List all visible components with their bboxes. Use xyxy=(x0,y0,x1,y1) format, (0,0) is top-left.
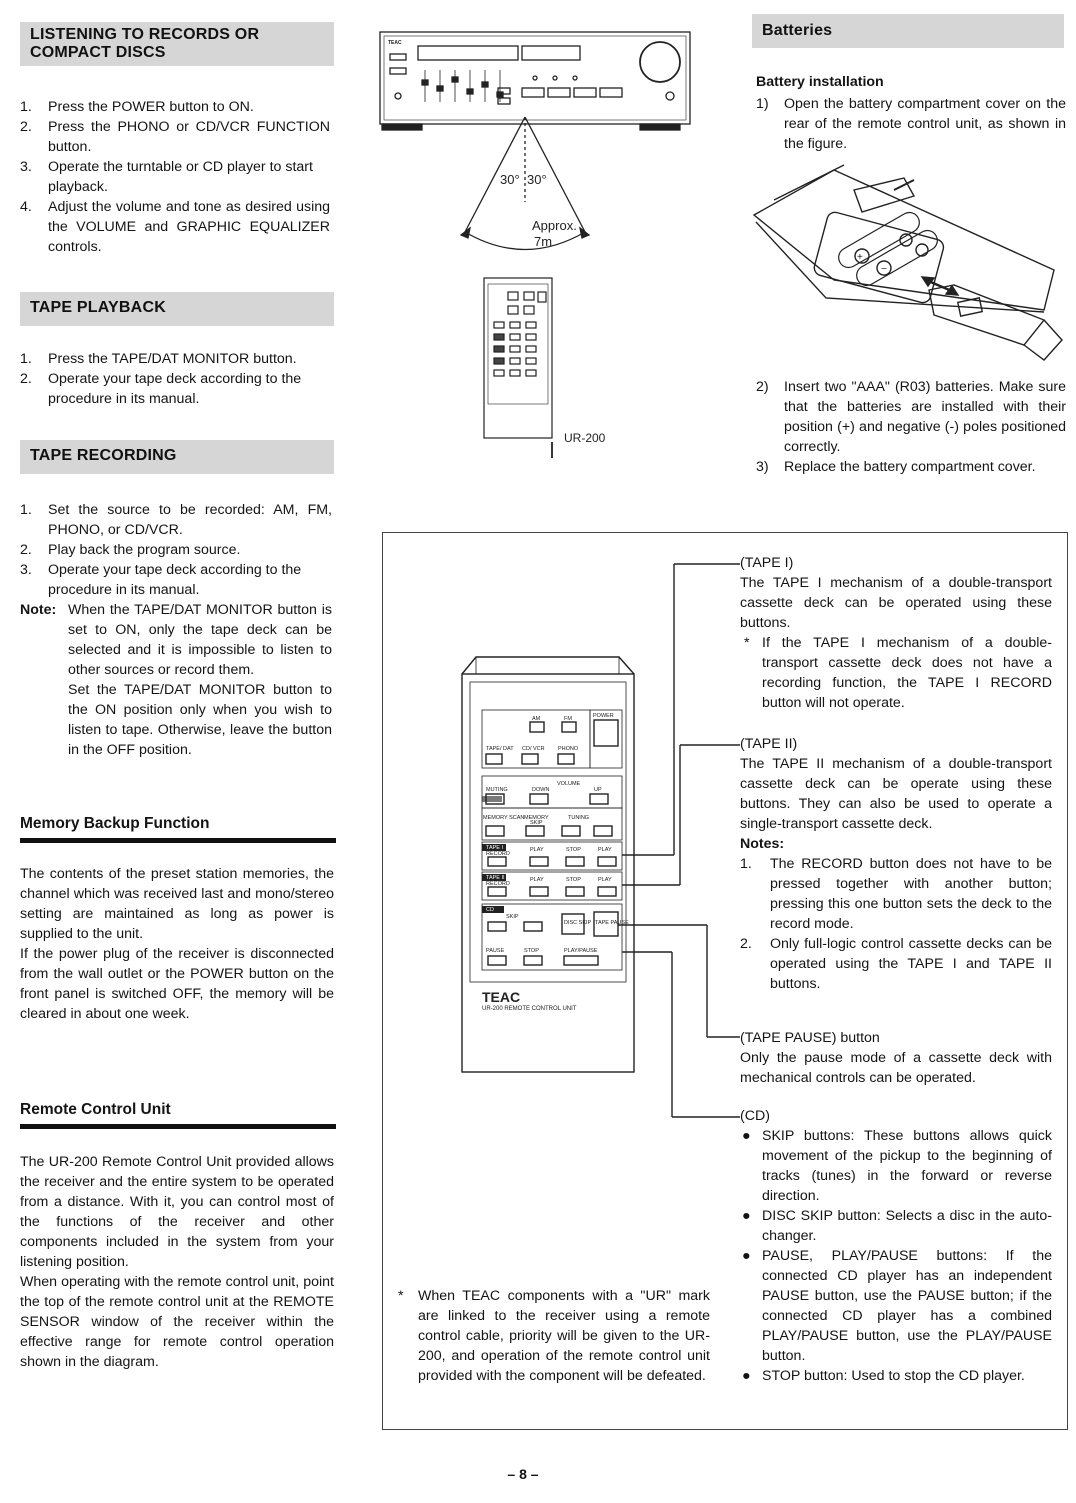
muting-label: MUTING xyxy=(486,787,508,793)
tape1-label: TAPE I xyxy=(486,845,504,851)
play-fwd-label-2: PLAY xyxy=(598,877,612,883)
play-pause-label: PLAY/PAUSE xyxy=(564,948,598,954)
memory-backup-title: Memory Backup Function xyxy=(20,815,210,832)
list-item: 2. Operate your tape deck according to the procedure in its manual. xyxy=(20,371,302,407)
remote-paragraph-2: When operating with the remote control unit, point the top of the remote control unit at the REMOTE SENSOR window of the receiver within the effective range for remote control operation shown in the diagram. xyxy=(20,1274,334,1370)
tape-pause-annotation xyxy=(740,1028,1052,1088)
record-label-2: RECORD xyxy=(486,881,510,887)
list-item: 3. Operate your tape deck according to the procedure in its manual. xyxy=(20,562,302,598)
remote-footnote xyxy=(398,1286,710,1386)
list-item: 1. Press the TAPE/DAT MONITOR button. xyxy=(20,351,297,367)
tape-playback-title: TAPE PLAYBACK xyxy=(30,299,166,316)
batteries-header xyxy=(752,14,1064,48)
list-item: 3. Operate the turntable or CD player to start playback. xyxy=(20,159,313,195)
skip-label: SKIP xyxy=(506,914,519,920)
list-item: 1. Press the POWER button to ON. xyxy=(20,99,254,115)
memory-backup-text xyxy=(20,864,334,1024)
list-item: 1. Set the source to be recorded: AM, FM, PHONO, or CD/VCR. xyxy=(20,502,332,538)
battery-steps-2 xyxy=(756,377,1066,477)
note-label: Note: xyxy=(20,602,57,618)
remote-unit-rule xyxy=(20,1124,336,1129)
tape2-annotation xyxy=(740,734,1052,994)
angle-left-label: 30° xyxy=(500,172,520,187)
play-label-1: PLAY xyxy=(530,847,544,853)
stop-label-2: STOP xyxy=(566,877,581,883)
tape-recording-steps xyxy=(20,500,332,600)
battery-installation-title: Battery installation xyxy=(756,74,884,90)
list-item: 2. Play back the program source. xyxy=(20,542,241,558)
pause-label: PAUSE xyxy=(486,948,505,954)
tape-dat-label: TAPE/ DAT xyxy=(486,746,514,752)
stop-label-1: STOP xyxy=(566,847,581,853)
note-paragraph-1: When the TAPE/DAT MONITOR button is set to ON, only the tape deck can be selected and it is impossible to listen to other sources or record them. xyxy=(68,602,332,678)
phono-label: PHONO xyxy=(558,746,579,752)
footnote-mark: * xyxy=(398,1288,404,1304)
volume-label: VOLUME xyxy=(557,781,581,787)
list-item: 4. Adjust the volume and tone as desired using the VOLUME and GRAPHIC EQUALIZER controls. xyxy=(20,199,330,255)
listening-title-line1: LISTENING TO RECORDS OR xyxy=(30,26,260,43)
remote-paragraph-1: The UR-200 Remote Control Unit provided allows the receiver and the entire system to be operated from a distance. With it, you can control most of the functions of the receiver and other components included in the system from your listening position. xyxy=(20,1154,334,1270)
tape2-heading: (TAPE II) xyxy=(740,736,798,752)
list-item: 2) Insert two "AAA" (R03) batteries. Make sure that the batteries are installed with their position (+) and negative (-) poles positioned correctly. xyxy=(756,379,1066,455)
angle-right-label: 30° xyxy=(527,172,547,187)
remote-model-label: UR-200 xyxy=(564,431,606,445)
disc-skip-label: DISC SKIP xyxy=(564,920,592,926)
down-label: DOWN xyxy=(532,787,550,793)
list-item: 3) Replace the battery compartment cover. xyxy=(756,459,1036,475)
cd-bullet-4: ● STOP button: Used to stop the CD player. xyxy=(742,1368,1025,1384)
up-label: UP xyxy=(594,787,602,793)
remote-model-text: UR-200 REMOTE CONTROL UNIT xyxy=(482,1006,577,1012)
page-number: – 8 – xyxy=(507,1466,539,1482)
tape1-text: The TAPE I mechanism of a double-transport cassette deck can be operated using these buttons. xyxy=(740,575,1052,631)
remote-unit-title: Remote Control Unit xyxy=(20,1101,171,1118)
note-paragraph-2: Set the TAPE/DAT MONITOR button to the ON position only when you wish to listen to tape. Otherwise, leave the button in the OFF position. xyxy=(68,682,332,758)
tape-recording-title: TAPE RECORDING xyxy=(30,447,177,464)
tape2-note-1: 1. The RECORD button does not have to be pressed together with another button; pressing this one button sets the deck to the record mode. xyxy=(740,856,1052,932)
notes-label: Notes: xyxy=(740,836,785,852)
distance-label-line2: 7m xyxy=(534,234,553,249)
tape-playback-header xyxy=(20,292,334,326)
tuning-label: TUNING xyxy=(568,815,590,821)
listening-title-line2: COMPACT DISCS xyxy=(30,44,166,61)
stop-label-cd: STOP xyxy=(524,948,539,954)
play-label-2: PLAY xyxy=(530,877,544,883)
cd-bullet-2: ● DISC SKIP button: Selects a disc in the auto-changer. xyxy=(742,1208,1052,1244)
tape-playback-steps xyxy=(20,349,330,409)
memory-label: MEMORY xyxy=(524,815,549,821)
tape-pause-text: Only the pause mode of a cassette deck with mechanical controls can be operated. xyxy=(740,1050,1052,1086)
cd-annotation xyxy=(740,1106,1052,1386)
list-item: 2. Press the PHONO or CD/VCR FUNCTION button. xyxy=(20,119,330,155)
memory-paragraph-1: The contents of the preset station memories, the channel which was received last and mono/stereo setting are maintained as long as power is supplied to the unit. xyxy=(20,866,334,942)
cd-bullet-1: ● SKIP buttons: These buttons allows quick movement of the pickup to the beginning of tracks (tunes) in the forward or reverse direction. xyxy=(742,1128,1052,1204)
battery-compartment-illustration xyxy=(744,160,1069,370)
play-fwd-label-1: PLAY xyxy=(598,847,612,853)
remote-range-diagram xyxy=(370,22,700,462)
batteries-title: Batteries xyxy=(762,22,833,39)
list-item: 1) Open the battery compartment cover on the rear of the remote control unit, as shown in the figure. xyxy=(756,96,1066,152)
distance-label-line1: Approx. xyxy=(532,218,577,233)
remote-brand-logo: TEAC xyxy=(482,989,521,1005)
tape1-annotation xyxy=(740,553,1052,713)
remote-unit-text xyxy=(20,1152,334,1372)
memory-backup-rule xyxy=(20,838,336,843)
cd-heading: (CD) xyxy=(740,1108,770,1124)
tape2-note-2: 2. Only full-logic control cassette decks can be operated using the TAPE I and TAPE II buttons. xyxy=(740,936,1052,992)
minus-pole-icon: − xyxy=(881,264,887,275)
power-label: POWER xyxy=(593,713,614,719)
record-label-1: RECORD xyxy=(486,851,510,857)
tape-pause-label: TAPE PAUSE xyxy=(595,920,629,926)
listening-header xyxy=(20,22,334,66)
plus-pole-icon: + xyxy=(857,252,863,263)
battery-steps-1 xyxy=(756,94,1066,154)
cd-vcr-label: CD/ VCR xyxy=(522,746,545,752)
receiver-illustration xyxy=(380,32,690,130)
tape2-label: TAPE II xyxy=(486,875,505,881)
memory-scan-label: MEMORY SCAN xyxy=(483,815,525,821)
tape-recording-header xyxy=(20,440,334,474)
small-remote-illustration xyxy=(484,278,552,458)
cd-bullet-3: ● PAUSE, PLAY/PAUSE buttons: If the connected CD player has an independent PAUSE button, use the PAUSE button; if the connected CD player has a combined PLAY/PAUSE button, use the PLAY/PAUSE button. xyxy=(742,1248,1052,1364)
footnote-text: When TEAC components with a "UR" mark are linked to the receiver using a remote control cable, priority will be given to the UR-200, and operation of the remote control unit provided with the component will be defeated. xyxy=(418,1288,710,1384)
cd-label: CD xyxy=(486,907,494,913)
memory-paragraph-2: If the power plug of the receiver is disconnected from the wall outlet or the POWER button on the front panel is switched OFF, the memory will be cleared in about one week. xyxy=(20,946,334,1022)
tape2-text: The TAPE II mechanism of a double-transport cassette deck can be operate using these buttons. They can also be used to operate a single-transport cassette deck. xyxy=(740,756,1052,832)
receiver-brand: TEAC xyxy=(388,40,402,46)
tape1-heading: (TAPE I) xyxy=(740,555,794,571)
am-label: AM xyxy=(532,716,541,722)
fm-label: FM xyxy=(564,716,572,722)
tape1-note: * If the TAPE I mechanism of a double-transport cassette deck does not have a recording function, the TAPE I RECORD button will not operate. xyxy=(744,635,1052,711)
tape-recording-note xyxy=(20,600,332,760)
tape-pause-heading: (TAPE PAUSE) button xyxy=(740,1030,880,1046)
listening-steps xyxy=(20,97,330,257)
tuning-skip-label: SKIP xyxy=(530,820,543,826)
